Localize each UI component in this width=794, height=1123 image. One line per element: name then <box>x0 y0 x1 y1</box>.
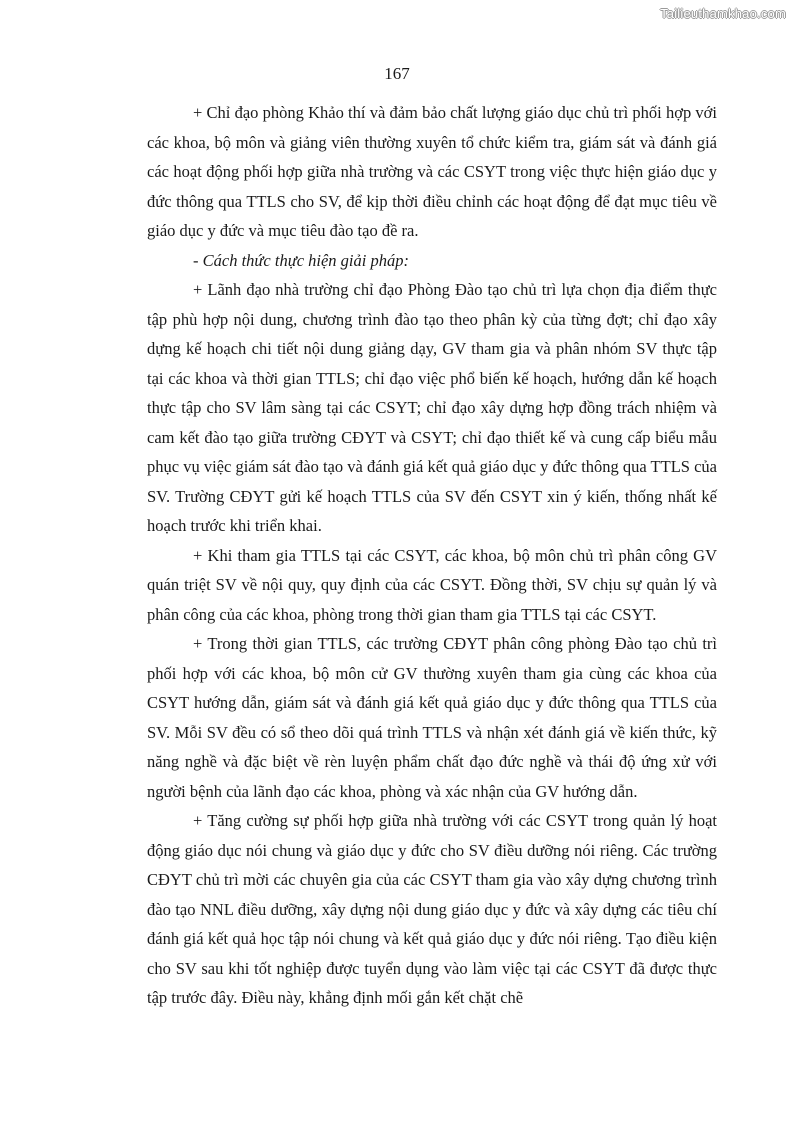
paragraph-qa-oversight: + Chỉ đạo phòng Khảo thí và đảm bảo chất lượng giáo dục chủ trì phối hợp với các khoa, bộ môn và giảng viên thường xuyên tổ chức kiểm tra, giám sát và đánh giá các hoạt động phối hợp giữa nhà trường và các CSYT trong việc thực hiện giáo dục y đức thông qua TTLS cho SV, để kịp thời điều chỉnh các hoạt động để đạt mục tiêu về giáo dục y đức và mục tiêu đào tạo đề ra. <box>147 103 717 240</box>
paragraph-coordination: + Tăng cường sự phối hợp giữa nhà trường với các CSYT trong quản lý hoạt động giáo dục nói chung và giáo dục y đức cho SV điều dưỡng nói riêng. Các trường CĐYT chủ trì mời các chuyên gia của các CSYT tham gia vào xây dựng chương trình đào tạo NNL điều dưỡng, xây dựng nội dung giáo dục y đức và xây dựng các tiêu chí đánh giá kết quả học tập nói chung và kết quả giáo dục y đức nói riêng. Tạo điều kiện cho SV sau khi tốt nghiệp được tuyển dụng vào làm việc tại các CSYT đã được thực tập trước đây. Điều này, khẳng định mối gắn kết chặt chẽ <box>147 811 717 1007</box>
paragraph-implementation-heading: - Cách thức thực hiện giải pháp: <box>193 250 409 270</box>
watermark: Tailieuthamkhao.com <box>660 6 786 21</box>
paragraph-clinical-rules: + Khi tham gia TTLS tại các CSYT, các khoa, bộ môn chủ trì phân công GV quán triệt SV về nội quy, quy định của các CSYT. Đồng thời, SV chịu sự quản lý và phân công của các khoa, phòng trong thời gian tham gia TTLS tại các CSYT. <box>147 545 717 624</box>
page-number: 167 <box>384 64 410 83</box>
document-body <box>147 98 717 1013</box>
paragraph-supervision: + Trong thời gian TTLS, các trường CĐYT phân công phòng Đào tạo chủ trì phối hợp với các khoa, bộ môn cử GV thường xuyên tham gia cùng các khoa của CSYT hướng dẫn, giám sát và đánh giá kết quả giáo dục y đức thông qua TTLS của SV. Mỗi SV đều có sổ theo dõi quá trình TTLS và nhận xét đánh giá về kiến thức, kỹ năng nghề và đặc biệt về rèn luyện phẩm chất đạo đức nghề và thái độ ứng xử với người bệnh của lãnh đạo các khoa, phòng và xác nhận của GV hướng dẫn. <box>147 634 717 801</box>
paragraph-training-office: + Lãnh đạo nhà trường chỉ đạo Phòng Đào tạo chủ trì lựa chọn địa điểm thực tập phù hợp nội dung, chương trình đào tạo theo phân kỳ của từng đợt; chỉ đạo xây dựng kế hoạch chi tiết nội dung giảng dạy, GV tham gia và phân nhóm SV thực tập tại các khoa và thời gian TTLS; chỉ đạo việc phổ biến kế hoạch, hướng dẫn kế hoạch thực tập cho SV lâm sàng tại các CSYT; chỉ đạo xây dựng hợp đồng trách nhiệm và cam kết đào tạo giữa trường CĐYT và CSYT; chỉ đạo thiết kế và cung cấp biểu mẫu phục vụ việc giám sát đào tạo và đánh giá kết quả giáo dục y đức thông qua TTLS của SV. Trường CĐYT gửi kế hoạch TTLS của SV đến CSYT xin ý kiến, thống nhất kế hoạch trước khi triển khai. <box>147 280 717 535</box>
